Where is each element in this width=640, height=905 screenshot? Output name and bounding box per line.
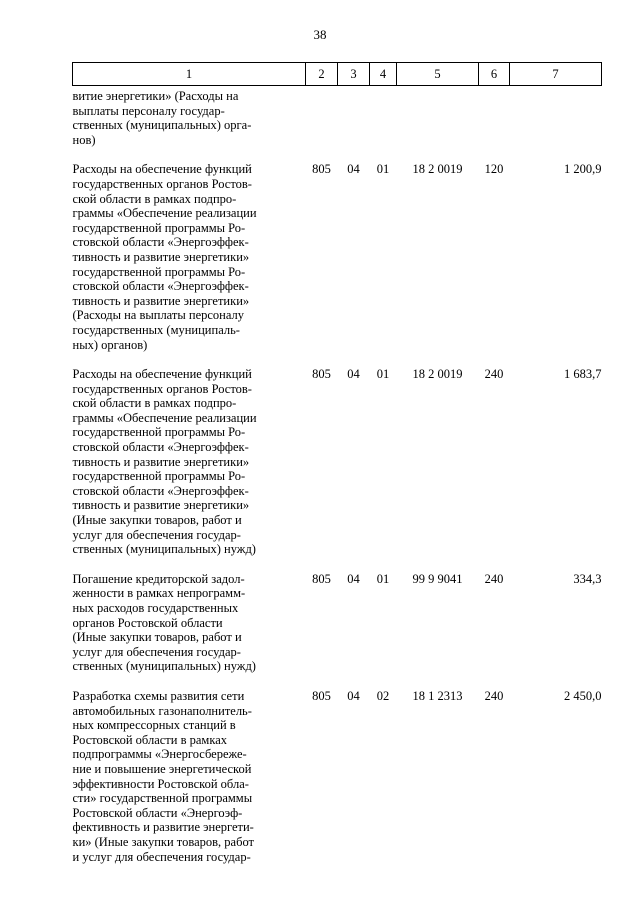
description-line: фективность и развитие энергети-: [72, 820, 254, 835]
description-line: ственных (муниципальных) нужд): [72, 542, 256, 557]
column-number-header-row: [73, 63, 602, 86]
description-line: (Иные закупки товаров, работ и: [72, 513, 242, 528]
description-line: ственных (муниципальных) нужд): [72, 659, 256, 674]
ministry-code: [306, 86, 338, 148]
description-line: государственных органов Ростов-: [72, 381, 252, 396]
description-line: стовской области «Энергоэффек-: [72, 440, 249, 455]
description-line: ской области в рамках подпро-: [72, 191, 237, 206]
description-line: государственной программы Ро-: [72, 220, 246, 235]
description-line: ственных (муниципальных) орга-: [72, 118, 252, 133]
budget-table: [72, 62, 602, 864]
description-line: сти» государственной программы: [72, 791, 253, 806]
description-line: ской области в рамках подпро-: [72, 396, 237, 411]
amount: 2 450,0: [564, 688, 602, 703]
ministry-code: 805: [312, 162, 331, 177]
description-line: Расходы на обеспечение функций: [72, 162, 252, 177]
description-line: органов Ростовской области: [72, 615, 223, 630]
target-article-code: 18 2 0019: [412, 162, 463, 177]
description-line: граммы «Обеспечение реализации: [72, 206, 257, 221]
description-line: эффективности Ростовской обла-: [72, 776, 249, 791]
expense-description: [73, 557, 306, 674]
description-line: витие энергетики» (Расходы на: [72, 89, 239, 103]
description-line: женности в рамках непрограмм-: [72, 586, 246, 601]
description-line: услуг для обеспечения государ-: [72, 644, 241, 659]
ministry-code: 805: [312, 571, 331, 586]
description-line: нов): [72, 132, 96, 147]
target-article-code: 99 9 9041: [412, 571, 463, 586]
column-header: 1: [73, 63, 306, 86]
column-header: 3: [338, 63, 370, 86]
description-line: Ростовской области в рамках: [72, 732, 228, 747]
page-number: 38: [313, 27, 327, 42]
description-line: тивность и развитие энергетики»: [72, 498, 250, 513]
amount: 1 683,7: [564, 367, 602, 382]
expense-type-code: 120: [484, 162, 504, 177]
section-code: 04: [347, 688, 360, 703]
description-line: стовской области «Энергоэффек-: [72, 279, 249, 294]
description-line: (Иные закупки товаров, работ и: [72, 630, 242, 645]
expense-type-code: 240: [484, 571, 504, 586]
expense-description: [73, 147, 306, 352]
description-line: тивность и развитие энергетики»: [72, 293, 250, 308]
description-line: услуг для обеспечения государ-: [72, 527, 241, 542]
table-row: [73, 86, 602, 148]
column-header: 2: [306, 63, 338, 86]
section-code: 04: [347, 571, 360, 586]
description-line: граммы «Обеспечение реализации: [72, 410, 257, 425]
table-row: [73, 674, 602, 864]
section-code: 04: [347, 162, 360, 177]
description-line: государственных (муниципаль-: [72, 322, 240, 337]
column-header: 6: [479, 63, 510, 86]
description-line: и услуг для обеспечения государ-: [72, 849, 251, 864]
subsection-code: 02: [376, 688, 390, 703]
description-line: Расходы на обеспечение функций: [72, 367, 252, 382]
amount: 334,3: [573, 571, 602, 586]
description-line: ных расходов государственных: [72, 601, 239, 615]
subsection-code: 01: [376, 367, 390, 382]
column-header: 7: [510, 63, 602, 86]
expense-description: [73, 352, 306, 557]
description-line: выплаты персоналу государ-: [72, 103, 225, 118]
subsection-code: 01: [376, 162, 390, 177]
description-line: ние и повышение энергетической: [72, 761, 252, 776]
description-line: Разработка схемы развития сети: [72, 688, 245, 703]
target-article-code: [397, 86, 479, 148]
section-code: 04: [347, 367, 360, 382]
table-row: [73, 147, 602, 352]
description-line: тивность и развитие энергетики»: [72, 249, 250, 264]
description-line: ки» (Иные закупки товаров, работ: [72, 834, 254, 849]
section-code: [338, 86, 370, 148]
expense-type-code: [479, 86, 510, 148]
subsection-code: [370, 86, 397, 148]
description-line: подпрограммы «Энергосбереже-: [72, 747, 247, 762]
expense-description: [73, 86, 306, 148]
description-line: государственной программы Ро-: [72, 425, 246, 440]
amount: 1 200,9: [564, 162, 602, 177]
table-row: [73, 557, 602, 674]
column-header: 4: [370, 63, 397, 86]
ministry-code: 805: [312, 367, 331, 382]
description-line: стовской области «Энергоэффек-: [72, 483, 249, 498]
description-line: автомобильных газонаполнитель-: [72, 703, 252, 718]
target-article-code: 18 2 0019: [412, 367, 463, 382]
expense-type-code: 240: [484, 688, 504, 703]
expense-description: [73, 674, 306, 864]
description-line: стовской области «Энергоэффек-: [72, 235, 249, 250]
table-row: [73, 352, 602, 557]
description-line: Погашение кредиторской задол-: [72, 571, 245, 586]
expense-type-code: 240: [484, 367, 504, 382]
target-article-code: 18 1 2313: [412, 688, 463, 703]
column-header: 5: [397, 63, 479, 86]
description-line: ных) органов): [72, 337, 148, 352]
description-line: (Расходы на выплаты персоналу: [72, 308, 245, 323]
description-line: государственной программы Ро-: [72, 469, 246, 484]
subsection-code: 01: [376, 571, 390, 586]
amount: [510, 86, 602, 148]
description-line: государственной программы Ро-: [72, 264, 246, 279]
ministry-code: 805: [312, 688, 331, 703]
description-line: ных компрессорных станций в: [72, 718, 236, 733]
description-line: государственных органов Ростов-: [72, 176, 252, 191]
description-line: Ростовской области «Энергоэф-: [72, 805, 243, 820]
description-line: тивность и развитие энергетики»: [72, 454, 250, 469]
